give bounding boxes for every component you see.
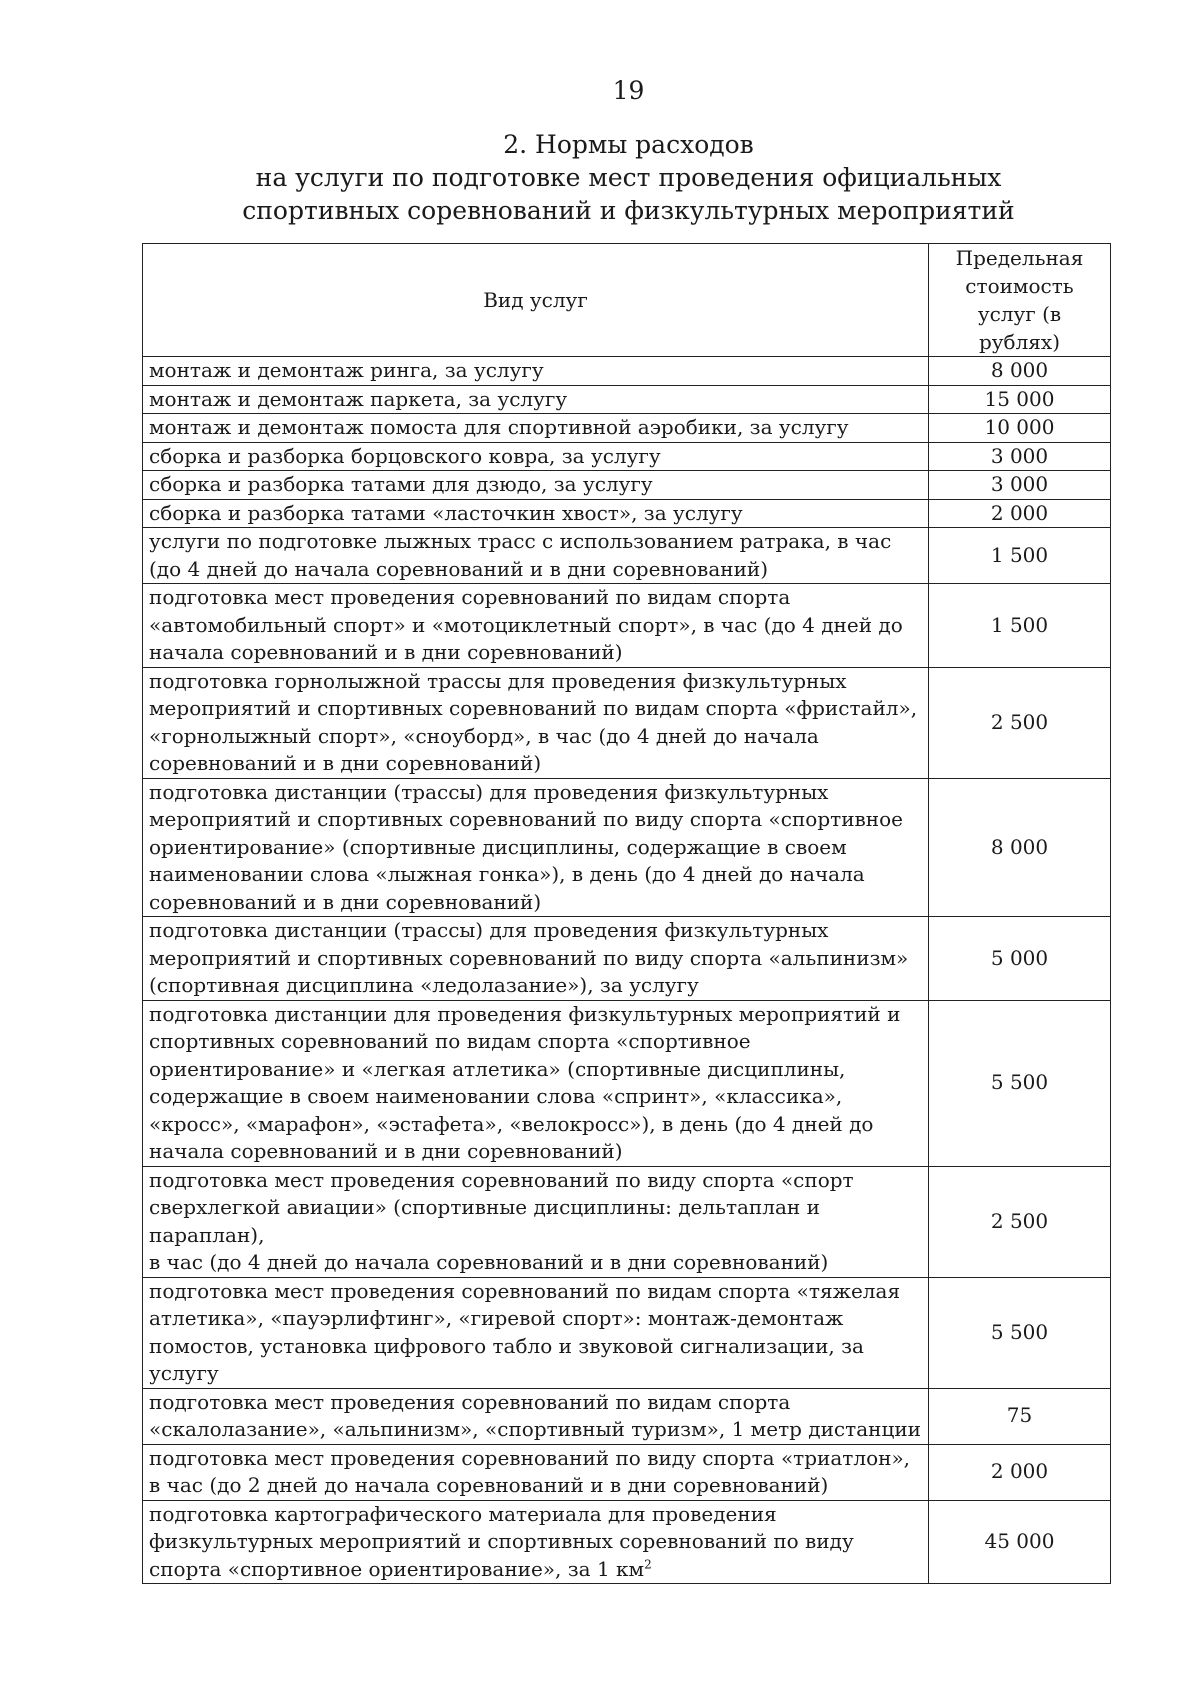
table-row <box>143 1166 1111 1277</box>
table-row <box>143 917 1111 1001</box>
service-cell: подготовка мест проведения соревнований по видам спорта «скалолазание», «альпинизм», «спортивный туризм», 1 метр дистанции <box>143 1388 929 1444</box>
price-cell: 2 500 <box>929 1166 1111 1277</box>
title-line-3: спортивных соревнований и физкультурных мероприятий <box>242 196 1015 225</box>
header-price-line-3: услуг (в рублях) <box>977 302 1062 354</box>
header-price-line-2: стоимость <box>965 274 1074 298</box>
service-cell: сборка и разборка борцовского ковра, за услугу <box>143 442 929 471</box>
table-row <box>143 1500 1111 1584</box>
table-row <box>143 442 1111 471</box>
price-cell: 5 000 <box>929 917 1111 1001</box>
price-cell: 2 000 <box>929 1444 1111 1500</box>
price-cell: 5 500 <box>929 1277 1111 1388</box>
table-row <box>143 778 1111 917</box>
price-cell: 2 500 <box>929 667 1111 778</box>
service-cell: монтаж и демонтаж ринга, за услугу <box>143 357 929 386</box>
service-cell <box>143 1500 929 1584</box>
price-cell: 15 000 <box>929 385 1111 414</box>
service-cell: подготовка мест проведения соревнований по видам спорта «тяжелая атлетика», «пауэрлифтинг», «гиревой спорт»: монтаж-демонтаж помостов, установка цифрового табло и звуковой сигнализации, за услугу <box>143 1277 929 1388</box>
price-cell: 8 000 <box>929 357 1111 386</box>
price-cell: 45 000 <box>929 1500 1111 1584</box>
price-cell: 1 500 <box>929 584 1111 668</box>
table-row <box>143 385 1111 414</box>
table-row <box>143 584 1111 668</box>
service-cell: подготовка мест проведения соревнований по виду спорта «триатлон», в час (до 2 дней до начала соревнований и в дни соревнований) <box>143 1444 929 1500</box>
section-title <box>0 128 1200 227</box>
service-cell: монтаж и демонтаж паркета, за услугу <box>143 385 929 414</box>
service-text: подготовка картографического материала для проведения физкультурных мероприятий и спортивных соревнований по виду спорта «спортивное ориентирование», за 1 км <box>149 1501 854 1581</box>
service-text-line-2: в час (до 4 дней до начала соревнований и в дни соревнований) <box>149 1250 829 1274</box>
table-row <box>143 1444 1111 1500</box>
service-cell: монтаж и демонтаж помоста для спортивной аэробики, за услугу <box>143 414 929 443</box>
service-cell: подготовка дистанции (трассы) для проведения физкультурных мероприятий и спортивных соревнований по виду спорта «альпинизм» (спортивная дисциплина «ледолазание»), за услугу <box>143 917 929 1001</box>
table-row <box>143 528 1111 584</box>
service-text: подготовка мест проведения соревнований по виду спорта «спорт сверхлегкой авиации» (спортивные дисциплины: дельтаплан и параплан), <box>149 1167 854 1247</box>
table-row <box>143 1388 1111 1444</box>
price-cell: 3 000 <box>929 442 1111 471</box>
service-cell: сборка и разборка татами «ласточкин хвост», за услугу <box>143 499 929 528</box>
service-cell <box>143 1166 929 1277</box>
service-cell: подготовка мест проведения соревнований по видам спорта «автомобильный спорт» и «мотоциклетный спорт», в час (до 4 дней до начала соревнований и в дни соревнований) <box>143 584 929 668</box>
price-cell: 2 000 <box>929 499 1111 528</box>
price-cell: 5 500 <box>929 1000 1111 1166</box>
table-row <box>143 1277 1111 1388</box>
price-cell: 3 000 <box>929 471 1111 500</box>
service-cell: услуги по подготовке лыжных трасс с использованием ратрака, в час (до 4 дней до начала соревнований и в дни соревнований) <box>143 528 929 584</box>
page-number: 19 <box>612 76 645 105</box>
norms-table <box>142 243 1111 1584</box>
service-cell: подготовка дистанции для проведения физкультурных мероприятий и спортивных соревнований по видам спорта «спортивное ориентирование» и «легкая атлетика» (спортивные дисциплины, содержащие в своем наименовании слова «спринт», «классика», «кросс», «марафон», «эстафета», «велокросс»), в день (до 4 дней до начала соревнований и в дни соревнований) <box>143 1000 929 1166</box>
price-cell: 8 000 <box>929 778 1111 917</box>
header-service: Вид услуг <box>143 244 929 357</box>
header-price-line-1: Предельная <box>955 246 1084 270</box>
price-cell: 10 000 <box>929 414 1111 443</box>
service-cell: сборка и разборка татами для дзюдо, за услугу <box>143 471 929 500</box>
table-row <box>143 471 1111 500</box>
table-row <box>143 357 1111 386</box>
title-line-2: на услуги по подготовке мест проведения официальных <box>255 163 1002 192</box>
table-row <box>143 1000 1111 1166</box>
service-cell: подготовка дистанции (трассы) для проведения физкультурных мероприятий и спортивных соревнований по виду спорта «спортивное ориентирование» (спортивные дисциплины, содержащие в своем наименовании слова «лыжная гонка»), в день (до 4 дней до начала соревнований и в дни соревнований) <box>143 778 929 917</box>
table-header-row <box>143 244 1111 357</box>
unit-superscript: 2 <box>644 1556 652 1571</box>
service-cell: подготовка горнолыжной трассы для проведения физкультурных мероприятий и спортивных соревнований по видам спорта «фристайл», «горнолыжный спорт», «сноуборд», в час (до 4 дней до начала соревнований и в дни соревнований) <box>143 667 929 778</box>
header-price <box>929 244 1111 357</box>
table-row <box>143 414 1111 443</box>
price-cell: 75 <box>929 1388 1111 1444</box>
table-row <box>143 667 1111 778</box>
title-line-1: 2. Нормы расходов <box>503 130 754 159</box>
table-row <box>143 499 1111 528</box>
price-cell: 1 500 <box>929 528 1111 584</box>
